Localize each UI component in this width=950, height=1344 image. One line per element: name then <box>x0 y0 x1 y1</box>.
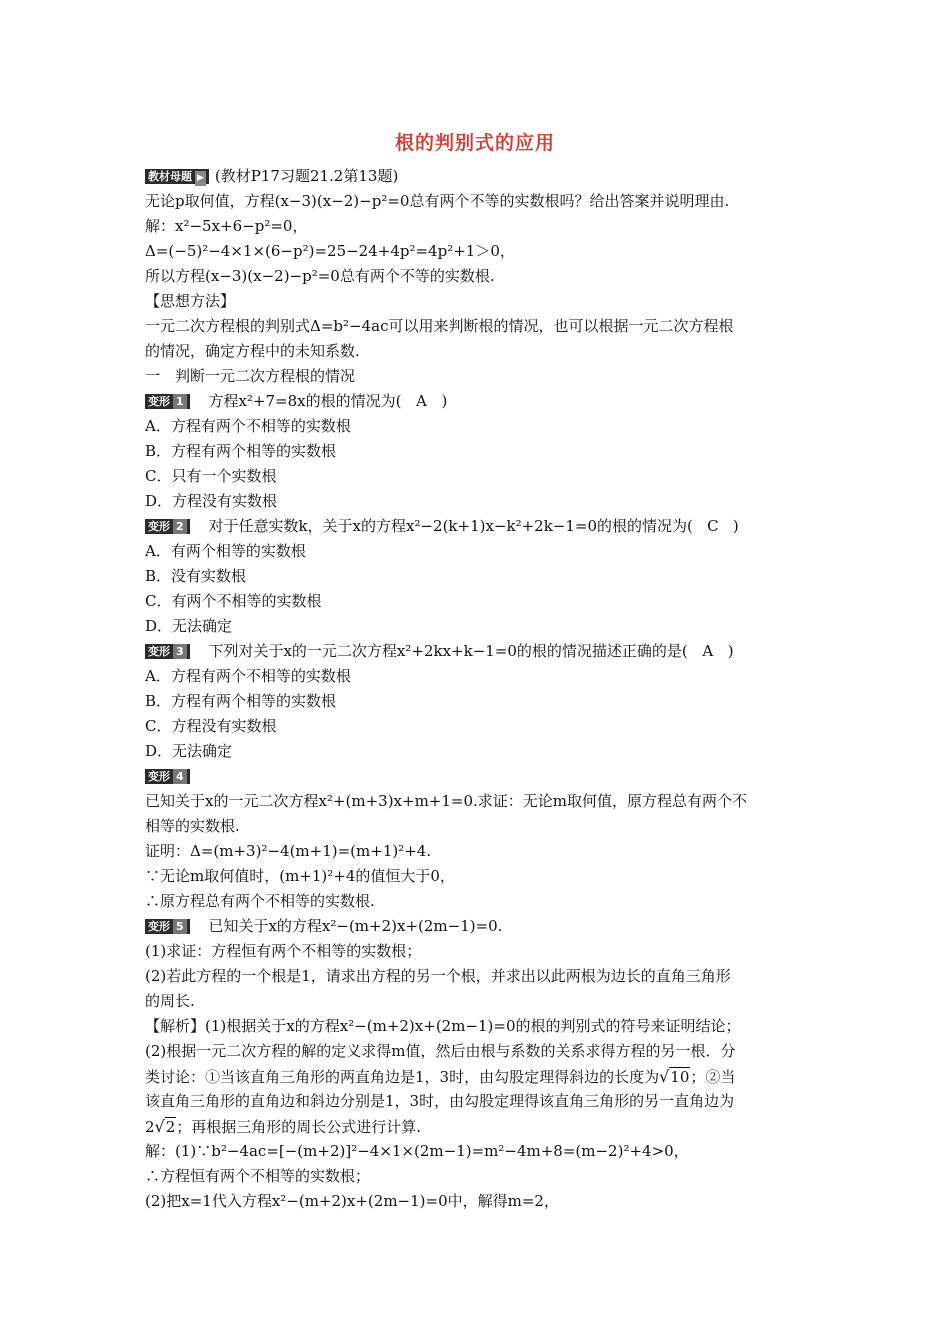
variant-4-proof-3: ∴原方程总有两个不相等的实数根. <box>145 892 375 910</box>
variant-1-stem: 变形 1 方程x²+7=8x的根的情况为( A ) <box>145 389 805 414</box>
textbook-solution-3: 所以方程(x−3)(x−2)−p²=0总有两个不等的实数根. <box>145 267 495 285</box>
variant-tag: 变形 3 <box>145 644 190 659</box>
variant-3-stem: 变形 3 下列对关于x的一元二次方程x²+2kx+k−1=0的根的情况描述正确的是( A ) <box>145 639 805 664</box>
option: B．方程有两个相等的实数根 <box>145 442 337 460</box>
variant-5-solution-1: 解：(1)∵b²−4ac=[−(m+2)]²−4×1×(2m−1)=m²−4m+8=(m−2)²+4>0， <box>145 1142 689 1160</box>
variant-tag: 变形 2 <box>145 519 190 534</box>
variant-5-question-1: (1)求证：方程恒有两个不相等的实数根； <box>145 942 422 960</box>
textbook-solution-1: 解：x²−5x+6−p²=0， <box>145 217 308 235</box>
textbook-question: 无论p取何值，方程(x−3)(x−2)−p²=0总有两个不等的实数根吗？给出答案并说明理由. <box>145 192 730 210</box>
variant-4-question-1: 已知关于x的一元二次方程x²+(m+3)x+m+1=0.求证：无论m取何值，原方程总有两个不 <box>145 792 748 810</box>
document-body <box>145 164 805 1214</box>
variant-4-proof-2: ∵无论m取何值时，(m+1)²+4的值恒大于0， <box>145 867 455 885</box>
option: A．有两个相等的实数根 <box>145 542 306 560</box>
method-line-1: 一元二次方程根的判别式Δ=b²−4ac可以用来判断根的情况，也可以根据一元二次方程根 <box>145 317 734 335</box>
variant-tag: 变形 4 <box>145 769 190 784</box>
textbook-tag: 教材母题 ▶ <box>145 169 209 184</box>
option: B．方程有两个相等的实数根 <box>145 692 337 710</box>
option: B．没有实数根 <box>145 567 247 585</box>
answer: A <box>416 392 427 410</box>
variant-4-question-2: 相等的实数根. <box>145 817 240 835</box>
variant-5-analysis-5: 2√2；再根据三角形的周长公式进行计算. <box>145 1117 422 1136</box>
variant-4-tag-line <box>145 764 805 789</box>
option: A．方程有两个不相等的实数根 <box>145 417 351 435</box>
method-heading: 【思想方法】 <box>145 292 236 310</box>
play-icon: ▶ <box>195 171 206 186</box>
variant-5-analysis-2: (2)根据一元二次方程的解的定义求得m值，然后由根与系数的关系求得方程的另一根．分 <box>145 1042 736 1060</box>
answer: C <box>707 517 719 535</box>
textbook-source-line: 教材母题 ▶ (教材P17习题21.2第13题) <box>145 164 805 189</box>
option: C．只有一个实数根 <box>145 467 277 485</box>
answer: A <box>702 642 714 660</box>
option: D．无法确定 <box>145 617 233 635</box>
variant-5-question-2: (2)若此方程的一个根是1，请求出方程的另一个根，并求出以此两根为边长的直角三角形 <box>145 967 731 985</box>
variant-5-analysis-1: 【解析】(1)根据关于x的方程x²−(m+2)x+(2m−1)=0的根的判别式的符号来证明结论； <box>145 1017 741 1035</box>
method-line-2: 的情况，确定方程中的未知系数. <box>145 342 360 360</box>
page-title: 根的判别式的应用 <box>394 132 555 154</box>
option: D．方程没有实数根 <box>145 492 278 510</box>
variant-tag: 变形 1 <box>145 394 190 409</box>
option: C．有两个不相等的实数根 <box>145 592 322 610</box>
variant-2-stem: 变形 2 对于任意实数k，关于x的方程x²−2(k+1)x−k²+2k−1=0的根的情况为( C ) <box>145 514 805 539</box>
variant-5-analysis-4: 该直角三角形的直角边和斜边分别是1，3时，由勾股定理得该直角三角形的另一直角边为 <box>145 1092 735 1110</box>
variant-tag: 变形 5 <box>145 919 190 934</box>
variant-5-solution-3: (2)把x=1代入方程x²−(m+2)x+(2m−1)=0中，解得m=2， <box>145 1192 559 1210</box>
section-heading: 一 判断一元二次方程根的情况 <box>145 367 356 385</box>
option: A．方程有两个不相等的实数根 <box>145 667 351 685</box>
variant-5-stem: 变形 5 已知关于x的方程x²−(m+2)x+(2m−1)=0. <box>145 914 805 939</box>
option: D．无法确定 <box>145 742 233 760</box>
variant-5-question-3: 的周长. <box>145 992 195 1010</box>
option: C．方程没有实数根 <box>145 717 277 735</box>
textbook-solution-2: Δ=(−5)²−4×1×(6−p²)=25−24+4p²=4p²+1＞0， <box>145 242 515 260</box>
variant-4-proof-1: 证明：Δ=(m+3)²−4(m+1)=(m+1)²+4. <box>145 842 432 860</box>
variant-5-solution-2: ∴方程恒有两个不相等的实数根； <box>145 1167 371 1185</box>
variant-5-analysis-3: 类讨论：①当该直角三角形的两直角边是1，3时，由勾股定理得斜边的长度为√10；②当 <box>145 1067 736 1086</box>
